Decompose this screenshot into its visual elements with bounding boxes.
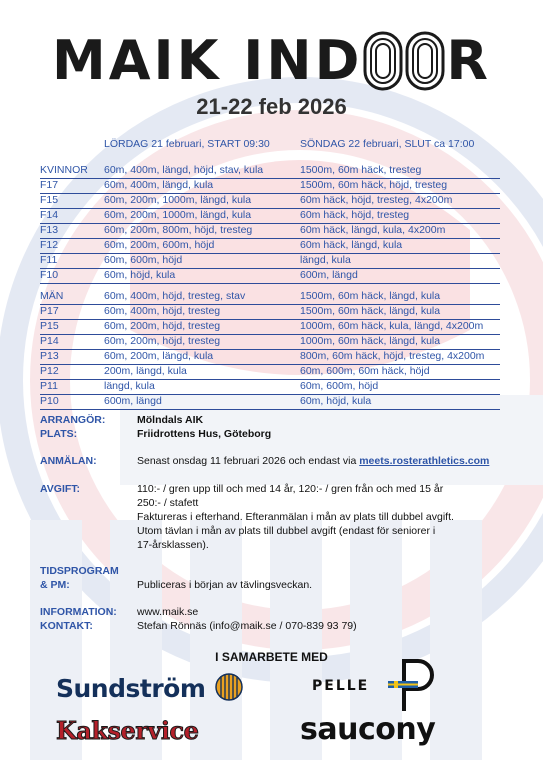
title-start: MAIK IND	[52, 29, 363, 92]
schedule-row: F12 60m, 200m, 600m, höjd 60m häck, längd, kula	[40, 239, 500, 254]
anmalan-label: ANMÄLAN:	[40, 455, 97, 467]
title-end: R	[446, 29, 491, 92]
schedule-row: P12 200m, längd, kula 60m, 600m, 60m häck, höjd	[40, 365, 500, 380]
sunday-heading: SÖNDAG 22 februari, SLUT ca 17:00	[300, 138, 475, 150]
kontakt-label: KONTAKT:	[40, 620, 93, 632]
plats-value: Friidrottens Hus, Göteborg	[137, 428, 272, 440]
schedule-row: MÄN 60m, 400m, höjd, tresteg, stav 1500m, 60m häck, längd, kula	[40, 290, 500, 305]
sundstrom-logo: Sundström	[56, 672, 244, 703]
schedule-row: P15 60m, 200m, höjd, tresteg 1000m, 60m häck, kula, längd, 4x200m	[40, 320, 500, 335]
kontakt-value: Stefan Rönnäs (info@maik.se / 070-839 93 79)	[137, 620, 357, 632]
avgift-value: 110:- / gren upp till och med 14 år, 120:- / gren från och med 15 år 250:- / stafett Faktureras i efterhand. Efteranmälan i mån av plats till dubbel avgift. Utom tävlan i mån av plats till dubbel avgift (endast för seniorer i 17-årsklassen).	[137, 483, 454, 551]
roster-athletics-link[interactable]: meets.rosterathletics.com	[359, 455, 490, 467]
svg-text:OO: OO	[362, 30, 371, 31]
schedule-row: P10 600m, längd 60m, höjd, kula	[40, 395, 500, 410]
schedule-row: P13 60m, 200m, längd, kula 800m, 60m häck, höjd, tresteg, 4x200m	[40, 350, 500, 365]
arrangor-value: Mölndals AIK	[137, 414, 204, 426]
schedule-row: F10 60m, höjd, kula 600m, längd	[40, 269, 500, 284]
information-label: INFORMATION:	[40, 606, 117, 618]
event-dates: 21-22 feb 2026	[196, 94, 347, 119]
schedule-row: KVINNOR 60m, 400m, längd, höjd, stav, kula 1500m, 60m häck, tresteg	[40, 164, 500, 179]
anmalan-value: Senast onsdag 11 februari 2026 och endast via meets.rosterathletics.com	[137, 455, 490, 467]
pelle-logo: PELLE	[312, 678, 370, 694]
information-value[interactable]: www.maik.se	[137, 606, 199, 618]
arrangor-label: ARRANGÖR:	[40, 414, 106, 426]
schedule-row: P14 60m, 200m, höjd, tresteg 1000m, 60m häck, längd, kula	[40, 335, 500, 350]
pelle-p-mark-icon	[382, 655, 442, 715]
schedule-row: F15 60m, 200m, 1000m, längd, kula 60m häck, höjd, tresteg, 4x200m	[40, 194, 500, 209]
schedule-row: F13 60m, 200m, 800m, höjd, tresteg 60m häck, längd, kula, 4x200m	[40, 224, 500, 239]
sundstrom-fan-icon	[214, 672, 244, 702]
women-schedule	[40, 164, 500, 284]
tidsprogram-label: TIDSPROGRAM & PM:	[40, 565, 119, 591]
schedule-row: P11 längd, kula 60m, 600m, höjd	[40, 380, 500, 395]
saucony-logo: saucony	[300, 712, 436, 747]
kakservice-logo: Kakservice	[56, 716, 199, 745]
sponsors-heading: I SAMARBETE MED	[215, 650, 328, 664]
tidsprogram-value: Publiceras i början av tävlingsveckan.	[137, 579, 313, 591]
schedule-row: F11 60m, 600m, höjd längd, kula	[40, 254, 500, 269]
men-schedule	[40, 290, 500, 410]
schedule-row: F17 60m, 400m, längd, kula 1500m, 60m häck, höjd, tresteg	[40, 179, 500, 194]
schedule-row: P17 60m, 400m, höjd, tresteg 1500m, 60m häck, längd, kula	[40, 305, 500, 320]
schedule-row: F14 60m, 200m, 1000m, längd, kula 60m häck, höjd, tresteg	[40, 209, 500, 224]
avgift-label: AVGIFT:	[40, 483, 81, 495]
plats-label: PLATS:	[40, 428, 78, 440]
saturday-heading: LÖRDAG 21 februari, START 09:30	[104, 138, 270, 150]
